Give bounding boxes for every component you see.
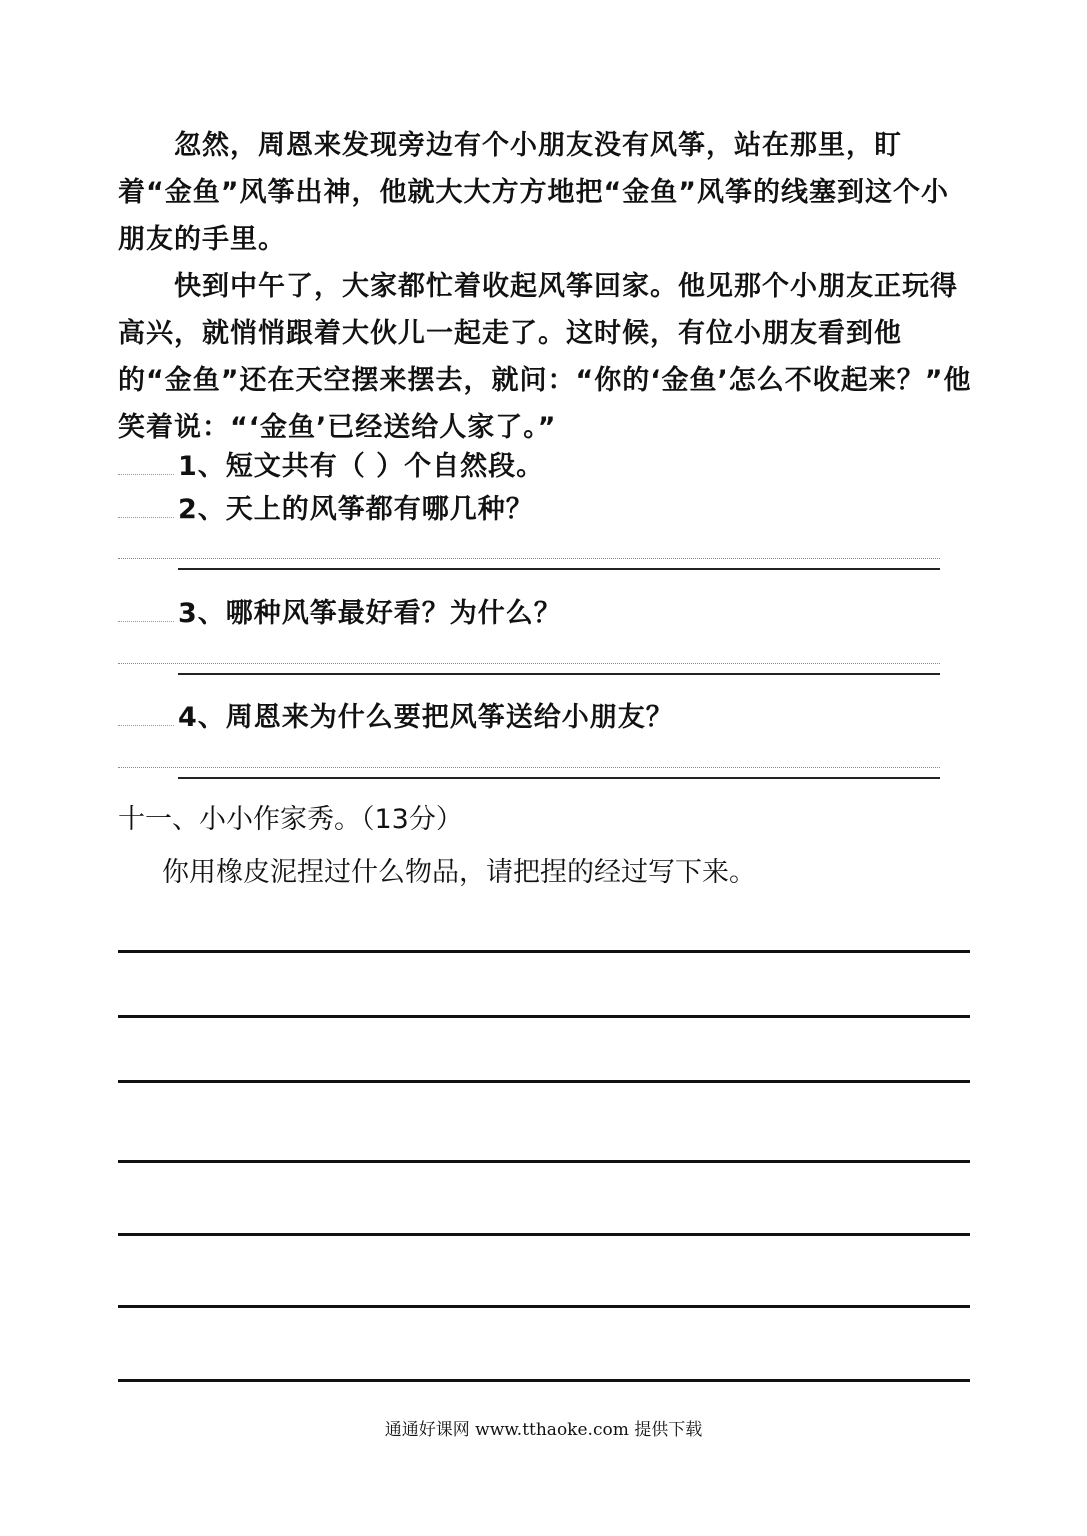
answer-line-underline xyxy=(178,777,940,779)
question-1-text: 1、短文共有（ ）个自然段。 xyxy=(178,451,545,482)
answer-line-dots xyxy=(118,663,940,664)
writing-line-2[interactable] xyxy=(118,1015,970,1018)
footer-credit: 通通好课网 www.tthaoke.com 提供下载 xyxy=(384,1420,703,1440)
writing-line-1[interactable] xyxy=(118,950,970,953)
answer-line-dots xyxy=(118,558,940,559)
question-2-text: 2、天上的风筝都有哪几种？ xyxy=(178,494,534,525)
writing-line-3[interactable] xyxy=(118,1080,970,1083)
answer-line-dots xyxy=(118,767,940,768)
writing-line-4[interactable] xyxy=(118,1160,970,1163)
writing-line-7[interactable] xyxy=(118,1379,970,1382)
writing-line-6[interactable] xyxy=(118,1305,970,1308)
question-4 xyxy=(118,698,674,738)
answer-line-underline xyxy=(178,673,940,675)
answer-line-4[interactable] xyxy=(118,767,940,783)
question-leader-dots xyxy=(118,711,174,726)
answer-line-3[interactable] xyxy=(118,663,940,679)
question-leader-dots xyxy=(118,607,174,622)
question-3-text: 3、哪种风筝最好看？为什么？ xyxy=(178,598,562,629)
answer-line-2[interactable] xyxy=(118,558,940,574)
question-leader-dots xyxy=(118,503,174,518)
question-2 xyxy=(118,490,534,530)
section-title: 十一、小小作家秀。（13分） xyxy=(118,804,463,835)
reading-passage xyxy=(118,122,973,451)
passage-paragraph-1: 忽然，周恩来发现旁边有个小朋友没有风筝，站在那里，盯着“金鱼”风筝出神，他就大大方方地把“金鱼”风筝的线塞到这个小朋友的手里。 xyxy=(118,130,949,255)
question-3 xyxy=(118,594,562,634)
writing-line-5[interactable] xyxy=(118,1233,970,1236)
question-4-text: 4、周恩来为什么要把风筝送给小朋友？ xyxy=(178,702,674,733)
writing-prompt: 你用橡皮泥捏过什么物品，请把捏的经过写下来。 xyxy=(162,857,756,888)
passage-paragraph-2: 快到中午了，大家都忙着收起风筝回家。他见那个小朋友正玩得高兴，就悄悄跟着大伙儿一起走了。这时候，有位小朋友看到他的“金鱼”还在天空摆来摆去，就问：“你的‘金鱼’怎么不收起来？”他笑着说：“‘金鱼’已经送给人家了。” xyxy=(118,271,972,443)
answer-line-underline xyxy=(178,568,940,570)
question-leader-dots xyxy=(118,460,174,475)
question-1 xyxy=(118,447,544,487)
